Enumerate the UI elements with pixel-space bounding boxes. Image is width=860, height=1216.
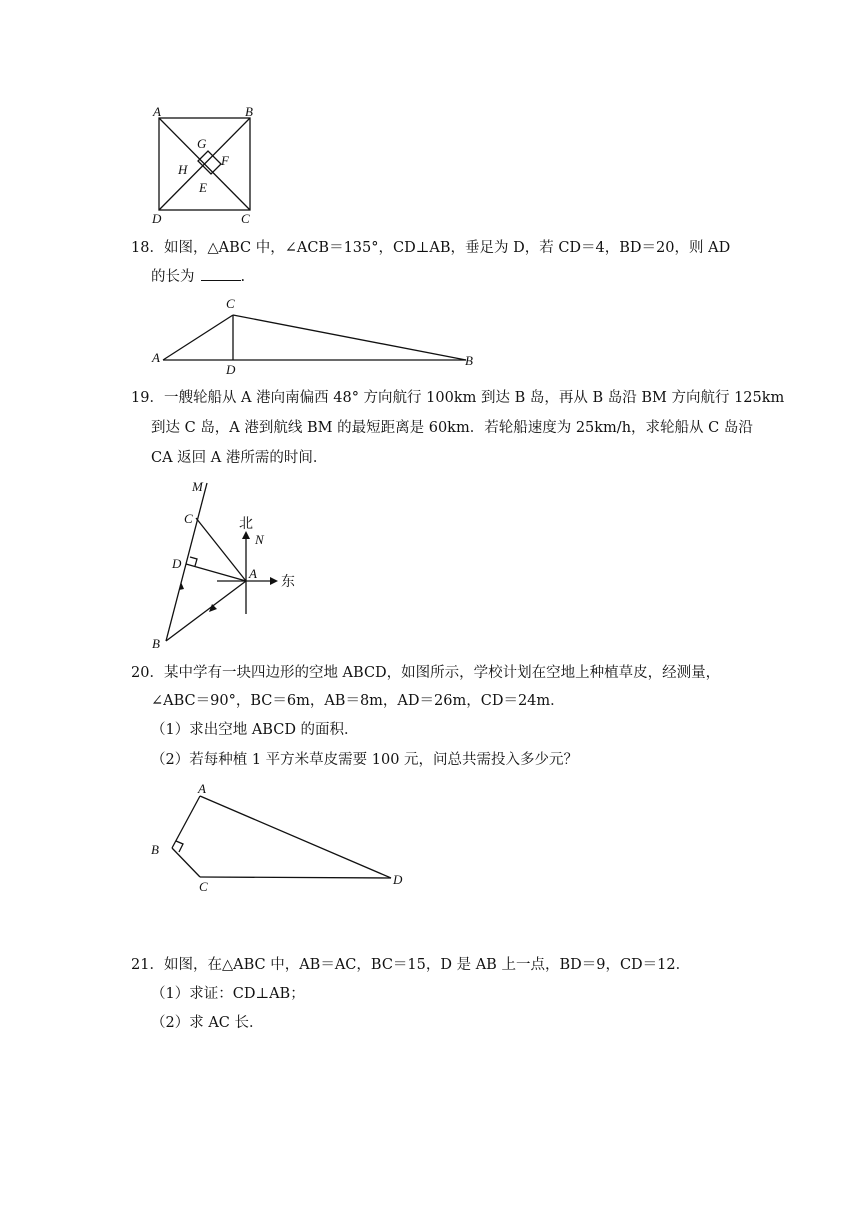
q21-sub1: （1）求证：CD⊥AB；: [151, 986, 305, 1002]
label-north: 北: [239, 516, 253, 532]
q19-line3: CA 返回 A 港所需的时间．: [151, 450, 328, 466]
label-c: C: [226, 296, 235, 311]
segment-ab: [172, 796, 200, 848]
q20-line2: ∠ABC＝90°，BC＝6m，AB＝8m，AD＝26m，CD＝24m．: [151, 693, 565, 709]
segment-ad: [200, 796, 391, 878]
q20-sub1: （1）求出空地 ABCD 的面积．: [151, 722, 359, 738]
q19-line1: 19．一艘轮船从 A 港向南偏西 48° 方向航行 100km 到达 B 岛，再从 B 岛沿 BM 方向航行 125km: [131, 390, 785, 406]
label-m: M: [192, 479, 203, 494]
right-angle-mark: [176, 841, 183, 852]
segment-ad: [186, 564, 246, 581]
figure-square-abcd: [150, 104, 265, 229]
label-b: B: [245, 104, 253, 119]
label-c: C: [184, 511, 193, 526]
label-a: A: [152, 350, 160, 365]
segment-cd: [200, 877, 391, 878]
figure-triangle-q18: [148, 294, 488, 377]
q20-line1: 20．某中学有一块四边形的空地 ABCD，如图所示，学校计划在空地上种植草皮，经测量，: [131, 665, 721, 681]
q21-sub2: （2）求 AC 长．: [151, 1015, 264, 1031]
label-a: A: [249, 566, 257, 581]
label-g: G: [197, 136, 207, 151]
answer-blank: [201, 266, 241, 281]
label-n: N: [255, 532, 264, 547]
q21-line1: 21．如图，在△ABC 中，AB＝AC，BC＝15，D 是 AB 上一点，BD＝9，CD＝12．: [131, 957, 691, 973]
q18-line2-text: 的长为: [151, 269, 195, 285]
segment-ac: [163, 315, 233, 360]
label-f: F: [221, 153, 229, 168]
q19-line2: 到达 C 岛，A 港到航线 BM 的最短距离是 60km．若轮船速度为 25km/h，求轮船从 C 岛沿: [151, 420, 753, 436]
label-b: B: [152, 636, 160, 651]
label-d: D: [226, 362, 236, 377]
right-angle-mark: [190, 557, 197, 566]
label-a: A: [153, 104, 161, 119]
label-d: D: [172, 556, 182, 571]
inner-square: [198, 151, 221, 174]
q18-line2: [151, 266, 245, 287]
q20-sub2: （2）若每种植 1 平方米草皮需要 100 元，问总共需投入多少元？: [151, 752, 579, 768]
route-ab: [166, 581, 246, 641]
label-b: B: [151, 842, 159, 857]
q18-line2-end: .: [240, 269, 246, 285]
label-e: E: [199, 180, 207, 195]
label-d: D: [393, 872, 403, 887]
label-b: B: [465, 353, 473, 368]
segment-cb: [233, 315, 466, 360]
label-a: A: [198, 781, 206, 796]
label-c: C: [241, 211, 250, 226]
label-c: C: [199, 879, 208, 894]
figure-quadrilateral-q20: [145, 778, 415, 893]
q18-line1: 18．如图，△ABC 中，∠ACB＝135°，CD⊥AB，垂足为 D，若 CD＝4，BD＝20，则 AD: [131, 240, 731, 256]
label-east: 东: [281, 574, 295, 590]
label-d: D: [152, 211, 162, 226]
figure-navigation-q19: [145, 478, 315, 653]
label-h: H: [178, 162, 188, 177]
segment-bc: [172, 848, 200, 877]
